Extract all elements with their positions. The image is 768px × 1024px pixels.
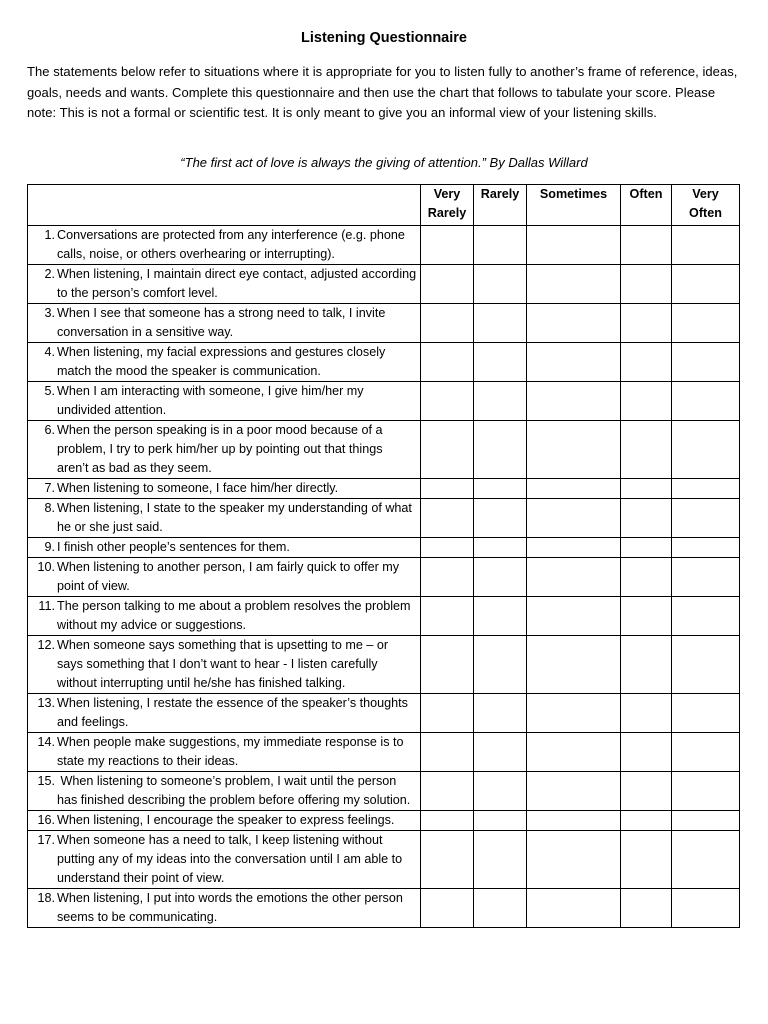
response-cell-often[interactable] — [621, 772, 672, 811]
statement-cell — [28, 499, 421, 538]
response-cell-sometimes[interactable] — [527, 538, 621, 558]
response-cell-often[interactable] — [621, 636, 672, 694]
response-cell-rarely[interactable] — [474, 636, 527, 694]
statement-cell — [28, 538, 421, 558]
statement-column-header — [28, 185, 421, 226]
statement-number: 3. — [44, 306, 55, 320]
response-cell-very-often[interactable] — [672, 343, 740, 382]
response-cell-very-often[interactable] — [672, 733, 740, 772]
response-cell-very-often[interactable] — [672, 694, 740, 733]
quote: “The first act of love is always the giving of attention.” By Dallas Willard — [180, 155, 588, 170]
statement — [28, 811, 420, 830]
statement-cell — [28, 343, 421, 382]
response-cell-very-rarely[interactable] — [421, 304, 474, 343]
response-cell-rarely[interactable] — [474, 889, 527, 928]
statement — [28, 772, 420, 810]
column-header-very-rarely: Very Rarely — [421, 185, 474, 226]
response-cell-rarely[interactable] — [474, 382, 527, 421]
table-row — [28, 597, 740, 636]
statement-cell — [28, 226, 421, 265]
statement-text: When listening, I state to the speaker my understanding of what he or she just said. — [57, 501, 416, 534]
response-cell-sometimes[interactable] — [527, 343, 621, 382]
response-cell-rarely[interactable] — [474, 538, 527, 558]
response-cell-sometimes[interactable] — [527, 226, 621, 265]
statement-number: 9. — [44, 540, 55, 554]
response-cell-very-often[interactable] — [672, 479, 740, 499]
statement-number: 18. — [37, 891, 55, 905]
response-cell-often[interactable] — [621, 538, 672, 558]
statement-cell — [28, 479, 421, 499]
table-row — [28, 499, 740, 538]
statement-cell — [28, 636, 421, 694]
table-row — [28, 479, 740, 499]
table-row — [28, 811, 740, 831]
response-cell-very-rarely[interactable] — [421, 889, 474, 928]
response-cell-very-often[interactable] — [672, 382, 740, 421]
response-cell-very-often[interactable] — [672, 811, 740, 831]
table-row — [28, 636, 740, 694]
response-cell-very-often[interactable] — [672, 889, 740, 928]
response-cell-very-often[interactable] — [672, 558, 740, 597]
statement-number: 1. — [44, 228, 55, 242]
statement-number: 11. — [38, 599, 55, 613]
response-cell-very-often[interactable] — [672, 636, 740, 694]
response-cell-rarely[interactable] — [474, 831, 527, 889]
statement-cell — [28, 558, 421, 597]
response-cell-sometimes[interactable] — [527, 597, 621, 636]
column-header-very-often: Very Often — [672, 185, 740, 226]
response-cell-very-rarely[interactable] — [421, 831, 474, 889]
response-cell-sometimes[interactable] — [527, 733, 621, 772]
header-row — [28, 185, 740, 226]
response-cell-very-often[interactable] — [672, 597, 740, 636]
response-cell-very-rarely[interactable] — [421, 558, 474, 597]
response-cell-sometimes[interactable] — [527, 772, 621, 811]
statement-text: When listening, I encourage the speaker to express feelings. — [57, 813, 395, 827]
statement — [28, 831, 420, 888]
statement-text: When the person speaking is in a poor mood because of a problem, I try to perk him/her up by pointing out that things aren’t as bad as they seem. — [57, 423, 387, 475]
table-row — [28, 889, 740, 928]
table-row — [28, 538, 740, 558]
statement-cell — [28, 811, 421, 831]
statement-text: When listening to someone, I face him/her directly. — [57, 481, 339, 495]
statement-number: 15. — [37, 774, 55, 788]
table-row — [28, 772, 740, 811]
statement — [28, 597, 420, 635]
statement-number: 13. — [37, 696, 55, 710]
response-cell-often[interactable] — [621, 831, 672, 889]
response-cell-sometimes[interactable] — [527, 636, 621, 694]
response-cell-very-rarely[interactable] — [421, 811, 474, 831]
statement-number: 14. — [37, 735, 55, 749]
intro-paragraph: The statements below refer to situations where it is appropriate for you to listen fully to another’s frame of reference, ideas, goals, needs and wants. Complete this questionnaire and then use the chart that follows to tabulate your score. Please note: This is not a formal or scientific test. It is only meant to give you an informal view of your listening skills. — [27, 64, 738, 120]
statement — [28, 499, 420, 537]
statement-text: When I am interacting with someone, I give him/her my undivided attention. — [57, 384, 368, 417]
table-row — [28, 382, 740, 421]
response-cell-rarely[interactable] — [474, 733, 527, 772]
response-cell-sometimes[interactable] — [527, 265, 621, 304]
column-header-often: Often — [621, 185, 672, 226]
statement-number: 16. — [37, 813, 55, 827]
statement-text: When people make suggestions, my immediate response is to state my reactions to their ideas. — [57, 735, 408, 768]
questionnaire-table — [27, 184, 740, 928]
response-cell-often[interactable] — [621, 811, 672, 831]
statement-number: 10. — [37, 560, 55, 574]
response-cell-very-rarely[interactable] — [421, 694, 474, 733]
statement-cell — [28, 694, 421, 733]
statement — [28, 382, 420, 420]
response-cell-rarely[interactable] — [474, 421, 527, 479]
response-cell-very-rarely[interactable] — [421, 421, 474, 479]
statement-number: 7. — [44, 481, 55, 495]
response-cell-rarely[interactable] — [474, 558, 527, 597]
column-header-rarely: Rarely — [474, 185, 527, 226]
statement-number: 5. — [44, 384, 55, 398]
statement-text: When someone has a need to talk, I keep listening without putting any of my ideas into the conversation until I am able to understand their point of view. — [57, 833, 406, 885]
response-cell-rarely[interactable] — [474, 772, 527, 811]
statement-cell — [28, 597, 421, 636]
response-cell-rarely[interactable] — [474, 694, 527, 733]
table-row — [28, 831, 740, 889]
statement-number: 12. — [37, 638, 55, 652]
statement — [28, 226, 420, 264]
response-cell-often[interactable] — [621, 265, 672, 304]
response-cell-very-rarely[interactable] — [421, 226, 474, 265]
response-cell-sometimes[interactable] — [527, 889, 621, 928]
statement-number: 8. — [44, 501, 55, 515]
response-cell-sometimes[interactable] — [527, 558, 621, 597]
table-row — [28, 304, 740, 343]
response-cell-very-rarely[interactable] — [421, 636, 474, 694]
statement-number: 2. — [44, 267, 55, 281]
statement-text: When listening, I put into words the emotions the other person seems to be communicating. — [57, 891, 407, 924]
response-cell-often[interactable] — [621, 226, 672, 265]
response-cell-often[interactable] — [621, 558, 672, 597]
response-cell-very-rarely[interactable] — [421, 772, 474, 811]
response-cell-very-rarely[interactable] — [421, 265, 474, 304]
response-cell-rarely[interactable] — [474, 811, 527, 831]
response-cell-often[interactable] — [621, 889, 672, 928]
response-cell-very-often[interactable] — [672, 499, 740, 538]
response-cell-very-rarely[interactable] — [421, 382, 474, 421]
table-row — [28, 694, 740, 733]
response-cell-often[interactable] — [621, 382, 672, 421]
statement — [28, 733, 420, 771]
statement — [28, 479, 420, 498]
response-cell-often[interactable] — [621, 499, 672, 538]
response-cell-rarely[interactable] — [474, 226, 527, 265]
statement-cell — [28, 733, 421, 772]
response-cell-rarely[interactable] — [474, 343, 527, 382]
response-cell-sometimes[interactable] — [527, 382, 621, 421]
statement — [28, 694, 420, 732]
response-cell-very-often[interactable] — [672, 538, 740, 558]
statement-number: 4. — [44, 345, 55, 359]
response-cell-very-rarely[interactable] — [421, 479, 474, 499]
statement-cell — [28, 421, 421, 479]
statement-cell — [28, 265, 421, 304]
statement-cell — [28, 772, 421, 811]
statement-text: Conversations are protected from any interference (e.g. phone calls, noise, or others overhearing or interrupting). — [57, 228, 409, 261]
table-row — [28, 558, 740, 597]
response-cell-very-rarely[interactable] — [421, 733, 474, 772]
response-cell-sometimes[interactable] — [527, 499, 621, 538]
response-cell-often[interactable] — [621, 597, 672, 636]
statement-number: 17. — [37, 833, 55, 847]
response-cell-very-rarely[interactable] — [421, 538, 474, 558]
statement-text: When someone says something that is upsetting to me – or says something that I don’t want to hear - I listen carefully without interrupting until he/she has finished talking. — [57, 638, 392, 690]
statement-text: When listening, my facial expressions and gestures closely match the mood the speaker is communication. — [57, 345, 389, 378]
response-cell-often[interactable] — [621, 304, 672, 343]
table-row — [28, 343, 740, 382]
table-row — [28, 226, 740, 265]
page-title: Listening Questionnaire — [301, 30, 467, 46]
statement-text: I finish other people’s sentences for them. — [57, 540, 290, 554]
response-cell-sometimes[interactable] — [527, 304, 621, 343]
response-cell-rarely[interactable] — [474, 479, 527, 499]
statement — [28, 558, 420, 596]
statement — [28, 343, 420, 381]
table-row — [28, 421, 740, 479]
statement-number: 6. — [44, 423, 55, 437]
response-cell-very-often[interactable] — [672, 265, 740, 304]
statement — [28, 889, 420, 927]
statement-cell — [28, 889, 421, 928]
statement-cell — [28, 831, 421, 889]
response-cell-often[interactable] — [621, 343, 672, 382]
response-cell-very-rarely[interactable] — [421, 597, 474, 636]
statement — [28, 421, 420, 478]
statement-text: When listening to someone’s problem, I wait until the person has finished describing the problem before offering my solution. — [57, 774, 411, 807]
response-cell-often[interactable] — [621, 421, 672, 479]
response-cell-often[interactable] — [621, 733, 672, 772]
response-cell-very-often[interactable] — [672, 772, 740, 811]
response-cell-very-often[interactable] — [672, 226, 740, 265]
statement-cell — [28, 304, 421, 343]
response-cell-very-often[interactable] — [672, 831, 740, 889]
table-row — [28, 265, 740, 304]
statement-text: When listening, I restate the essence of the speaker’s thoughts and feelings. — [57, 696, 412, 729]
statement-text: When I see that someone has a strong need to talk, I invite conversation in a sensitive way. — [57, 306, 389, 339]
response-cell-sometimes[interactable] — [527, 479, 621, 499]
statement — [28, 265, 420, 303]
statement — [28, 636, 420, 693]
column-header-sometimes: Sometimes — [527, 185, 621, 226]
response-cell-often[interactable] — [621, 694, 672, 733]
response-cell-rarely[interactable] — [474, 597, 527, 636]
statement-text: The person talking to me about a problem resolves the problem without my advice or suggestions. — [57, 599, 415, 632]
response-cell-very-often[interactable] — [672, 421, 740, 479]
response-cell-rarely[interactable] — [474, 265, 527, 304]
statement-text: When listening, I maintain direct eye contact, adjusted according to the person’s comfort level. — [57, 267, 420, 300]
statement — [28, 538, 420, 557]
statement — [28, 304, 420, 342]
response-cell-very-often[interactable] — [672, 304, 740, 343]
response-cell-rarely[interactable] — [474, 304, 527, 343]
response-cell-sometimes[interactable] — [527, 831, 621, 889]
response-cell-very-rarely[interactable] — [421, 499, 474, 538]
response-cell-sometimes[interactable] — [527, 694, 621, 733]
response-cell-very-rarely[interactable] — [421, 343, 474, 382]
statement-text: When listening to another person, I am fairly quick to offer my point of view. — [57, 560, 403, 593]
response-cell-often[interactable] — [621, 479, 672, 499]
response-cell-sometimes[interactable] — [527, 421, 621, 479]
response-cell-sometimes[interactable] — [527, 811, 621, 831]
statement-cell — [28, 382, 421, 421]
response-cell-rarely[interactable] — [474, 499, 527, 538]
table-row — [28, 733, 740, 772]
